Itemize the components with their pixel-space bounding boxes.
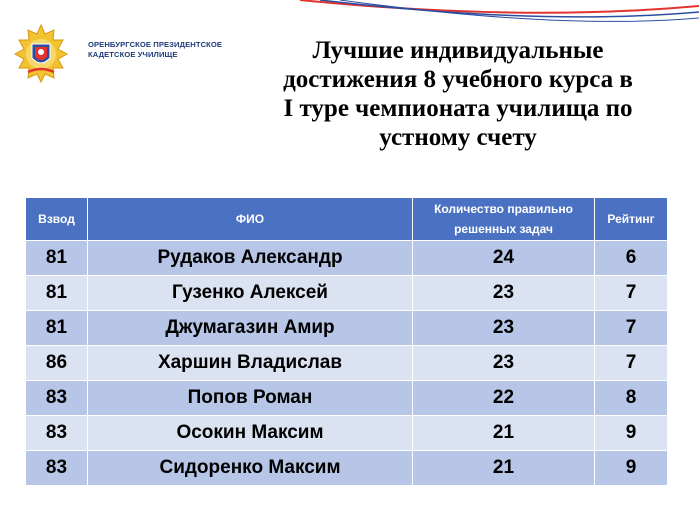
table-row (26, 311, 668, 346)
cell-solved: 21 (413, 416, 595, 451)
org-name-line2: КАДЕТСКОЕ УЧИЛИЩЕ (88, 50, 178, 59)
table-row (26, 451, 668, 486)
header-solved-count: Количество правильно решенных задач (413, 198, 595, 241)
table-row (26, 416, 668, 451)
table-row (26, 381, 668, 416)
cell-rating: 7 (595, 311, 668, 346)
cell-rating: 7 (595, 346, 668, 381)
cell-name: Рудаков Александр (88, 241, 413, 276)
header-name: ФИО (88, 198, 413, 241)
cell-name: Гузенко Алексей (88, 276, 413, 311)
cell-solved: 24 (413, 241, 595, 276)
page-title (248, 36, 668, 152)
cell-name: Сидоренко Максим (88, 451, 413, 486)
cell-rating: 9 (595, 416, 668, 451)
cell-rating: 6 (595, 241, 668, 276)
cell-name: Джумагазин Амир (88, 311, 413, 346)
table-row (26, 241, 668, 276)
cell-name: Попов Роман (88, 381, 413, 416)
table-row (26, 346, 668, 381)
results-table (25, 197, 668, 486)
cell-solved: 23 (413, 346, 595, 381)
cell-solved: 22 (413, 381, 595, 416)
cell-name: Харшин Владислав (88, 346, 413, 381)
cell-platoon: 83 (26, 451, 88, 486)
title-line2: достижения 8 учебного курса в (283, 66, 633, 93)
school-emblem-icon (10, 22, 72, 84)
table-header-row (26, 198, 668, 241)
cell-platoon: 81 (26, 276, 88, 311)
cell-rating: 9 (595, 451, 668, 486)
header-rating: Рейтинг (595, 198, 668, 241)
cell-solved: 21 (413, 451, 595, 486)
cell-rating: 8 (595, 381, 668, 416)
cell-platoon: 83 (26, 416, 88, 451)
cell-solved: 23 (413, 311, 595, 346)
cell-solved: 23 (413, 276, 595, 311)
table-row (26, 276, 668, 311)
title-line3: I туре чемпионата училища по (283, 95, 633, 122)
cell-name: Осокин Максим (88, 416, 413, 451)
cell-platoon: 86 (26, 346, 88, 381)
cell-rating: 7 (595, 276, 668, 311)
title-line4: устному счету (379, 124, 537, 151)
cell-platoon: 81 (26, 241, 88, 276)
cell-platoon: 83 (26, 381, 88, 416)
title-line1: Лучшие индивидуальные (312, 37, 604, 64)
org-name (88, 40, 258, 60)
cell-platoon: 81 (26, 311, 88, 346)
org-name-line1: ОРЕНБУРГСКОЕ ПРЕЗИДЕНТСКОЕ (88, 40, 223, 49)
header-platoon: Взвод (26, 198, 88, 241)
